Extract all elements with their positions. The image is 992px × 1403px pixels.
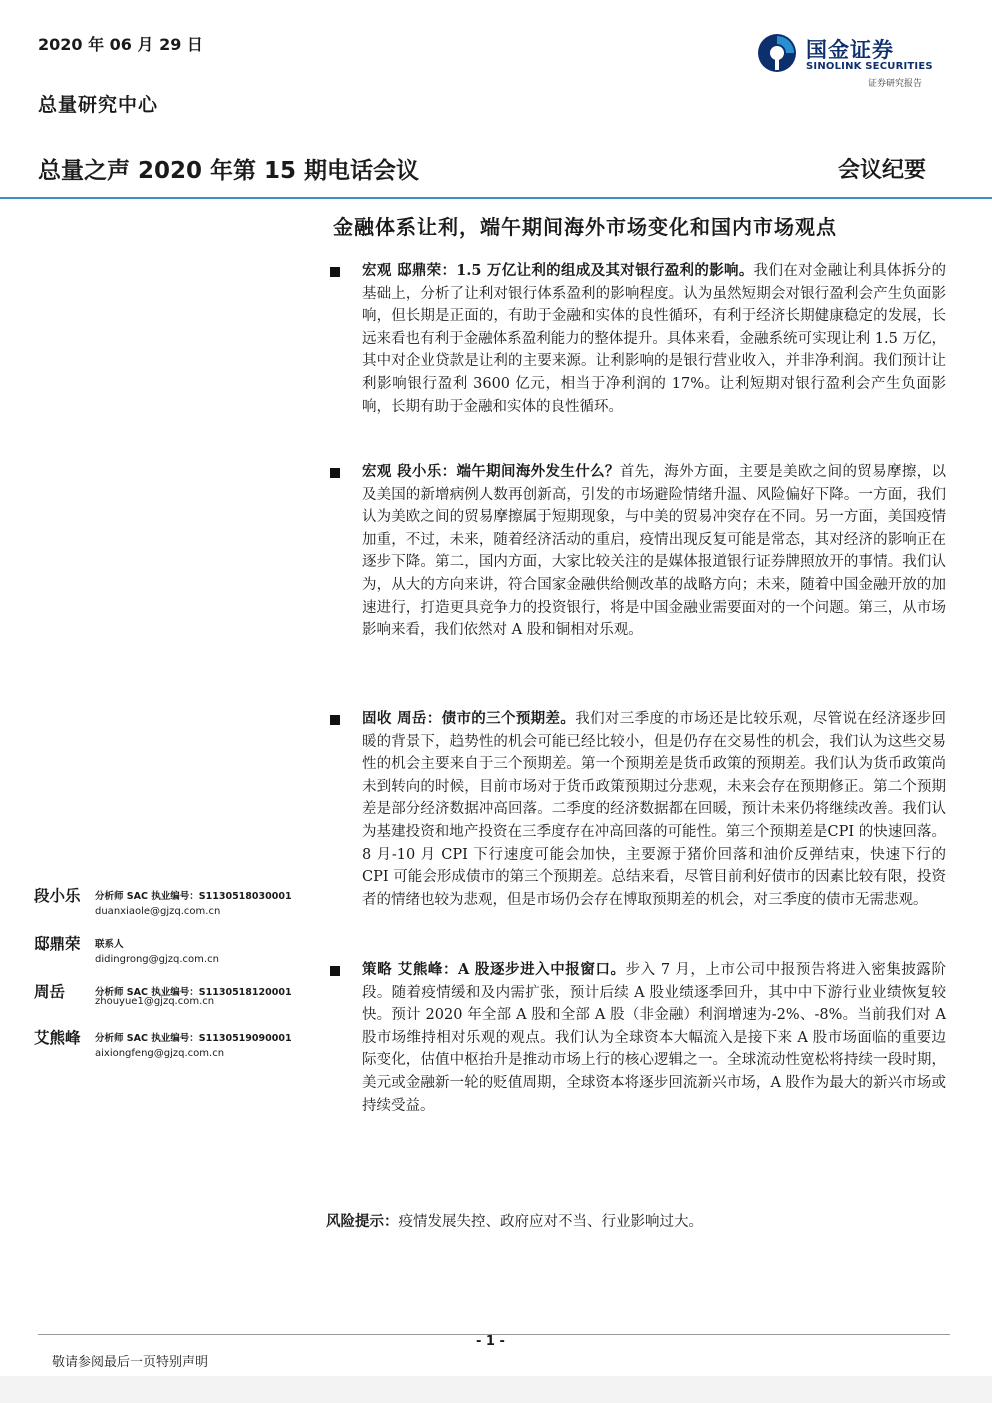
logo-subtitle: 证券研究报告 xyxy=(868,79,923,89)
logo-name-en: SINOLINK SECURITIES xyxy=(806,61,933,72)
analyst-name: 艾熊峰 xyxy=(34,1028,81,1047)
analyst-name: 邸鼎荣 xyxy=(34,934,81,953)
analyst-email[interactable]: duanxiaole@gjzq.com.cn xyxy=(95,906,221,917)
risk-text: 疫情发展失控、政府应对不当、行业影响过大。 xyxy=(398,1214,703,1230)
section-macro-duanxiaole xyxy=(330,461,946,642)
document-type: 会议纪要 xyxy=(838,157,927,183)
report-subtitle: 金融体系让利，端午期间海外市场变化和国内市场观点 xyxy=(333,215,837,239)
section-text: 我们对三季度的市场还是比较乐观，尽管说在经济逐步回暖的背景下，趋势性的机会可能已经比较小，但是仍存在交易性的机会，我们认为这些交易性的机会主要来自于三个预期差。第一个预期差是货币政策的预期差。我们认为货币政策尚未到转向的时候，目前市场对于货币政策预期过分悲观，未来会存在预期修正。第二个预期差是部分经济数据冲高回落。二季度的经济数据都在回暖，预计未来仍将继续改善。我们认为基建投资和地产投资在三季度存在冲高回落的可能性。第三个预期差是CPI 的快速回落。8 月-10 月 CPI 下行速度可能会加快，主要源于猪价回落和油价反弹结束，快速下行的 CPI 可能会形成债市的第三个预期差。总结来看，尽管目前利好债市的因素比较有限，投资者的情绪也较为悲观，但是市场仍会存在博取预期差的机会，对三季度的债市无需悲观。 xyxy=(362,711,947,908)
analyst-role: 联系人 xyxy=(95,939,124,950)
section-text: 步入 7 月，上市公司中报预告将进入密集披露阶段。随着疫情缓和及内需扩张，预计后续 A 股业绩逐季回升，其中中下游行业业绩恢复较快。预计 2020 年全部 A 股和全部 A 股（非金融）利润增速为-2%、-8%。当前我们对 A 股市场维持相对乐观的观点。我们认为全球资本大幅流入是接下来 A 股市场面临的重要边际变化，估值中枢抬升是推动市场上行的核心逻辑之一。全球流动性宽松将持续一段时期，美元或金融新一轮的贬值周期，全球资本将逐步回流新兴市场，A 股作为最大的新兴市场或持续受益。 xyxy=(362,962,946,1114)
company-logo xyxy=(756,30,956,92)
analyst-email[interactable]: didingrong@gjzq.com.cn xyxy=(95,954,219,965)
section-strategy-aixiongfeng xyxy=(330,959,946,1117)
section-body xyxy=(362,461,946,642)
analyst-role: 分析师 SAC 执业编号：S1130518030001 xyxy=(95,891,292,902)
section-body xyxy=(362,959,946,1117)
section-lead: 固收 周岳：债市的三个预期差。 xyxy=(362,710,576,727)
section-body xyxy=(362,708,946,911)
analyst-email[interactable]: zhouyue1@gjzq.com.cn xyxy=(95,996,215,1007)
bullet-icon xyxy=(330,468,340,478)
analyst-role: 分析师 SAC 执业编号：S1130518120001 xyxy=(95,987,292,998)
analyst-name: 段小乐 xyxy=(34,886,81,905)
risk-warning xyxy=(326,1210,703,1231)
footer-band xyxy=(0,1376,992,1403)
footer-disclaimer: 敬请参阅最后一页特别声明 xyxy=(52,1355,209,1370)
bullet-icon xyxy=(330,966,340,976)
page-title: 总量之声 2020 年第 15 期电话会议 xyxy=(38,158,420,184)
risk-label: 风险提示： xyxy=(326,1213,399,1230)
section-lead: 宏观 段小乐：端午期间海外发生什么？ xyxy=(362,463,620,480)
page-number: - 1 - xyxy=(476,1334,505,1349)
sinolink-logo-icon xyxy=(756,32,798,74)
analyst-role: 分析师 SAC 执业编号：S1130519090001 xyxy=(95,1033,292,1044)
section-fixed-income-zhouyue xyxy=(330,708,946,911)
section-lead: 策略 艾熊峰：A 股逐步进入中报窗口。 xyxy=(362,961,626,978)
section-lead: 宏观 邸鼎荣：1.5 万亿让利的组成及其对银行盈利的影响。 xyxy=(362,262,754,279)
section-macro-didingrong xyxy=(330,260,946,418)
logo-name-cn: 国金证券 xyxy=(806,38,894,62)
section-text: 我们在对金融让利具体拆分的基础上，分析了让利对银行体系盈利的影响程度。认为虽然短期会对银行盈利会产生负面影响，但长期是正面的，有助于金融和实体的良性循环，有利于经济长期健康稳定的发展，长远来看也有利于金融体系盈利能力的整体提升。具体来看，金融系统可实现让利 1.5 万亿，其中对企业贷款是让利的主要来源。让利影响的是银行营业收入，并非净利润。我们预计让利影响银行盈利 3600 亿元，相当于净利润的 17%。让利短期对银行盈利会产生负面影响，长期有助于金融和实体的良性循环。 xyxy=(362,263,946,415)
report-date: 2020 年 06 月 29 日 xyxy=(38,35,203,54)
section-text: 首先，海外方面，主要是美欧之间的贸易摩擦，以及美国的新增病例人数再创新高，引发的市场避险情绪升温、风险偏好下降。一方面，我们认为美欧之间的贸易摩擦属于短期现象，与中美的贸易冲突存在不同。另一方面，美国疫情加重，不过，未来，随着经济活动的重启，疫情出现反复可能是常态，其对经济的影响正在逐步下降。第二，国内方面，大家比较关注的是媒体报道银行证券牌照放开的事情。我们认为，从大的方向来讲，符合国家金融供给侧改革的战略方向；未来，随着中国金融开放的加速进行，打造更具竞争力的投资银行，将是中国金融业需要面对的一个问题。第三，从市场影响来看，我们依然对 A 股和铜相对乐观。 xyxy=(362,464,947,639)
bullet-icon xyxy=(330,715,340,725)
section-body xyxy=(362,260,946,418)
analyst-email[interactable]: aixiongfeng@gjzq.com.cn xyxy=(95,1048,225,1059)
bullet-icon xyxy=(330,267,340,277)
department-name: 总量研究中心 xyxy=(38,94,159,116)
header-divider xyxy=(0,197,992,199)
analyst-name: 周岳 xyxy=(34,982,66,1001)
